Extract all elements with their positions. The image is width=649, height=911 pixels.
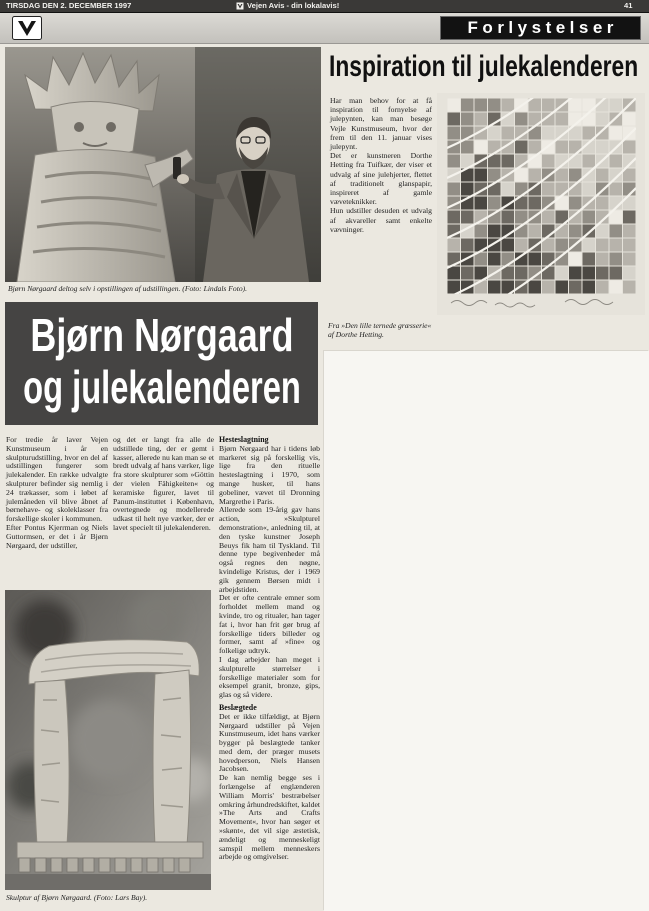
base-block xyxy=(179,858,190,872)
paper-logo-box xyxy=(13,17,42,40)
weave-cell xyxy=(596,281,609,294)
weave-cell xyxy=(502,99,515,112)
weave-cell xyxy=(542,281,555,294)
weave-cell xyxy=(583,155,596,168)
weave-cell xyxy=(556,281,569,294)
base-block xyxy=(51,858,62,872)
base-block xyxy=(99,858,110,872)
weave-cell xyxy=(448,99,461,112)
weave-cell xyxy=(542,211,555,224)
inspiration-paragraph: Det er kunstneren Dorthe Hetting fra Tuifkær, der viser et udvalg af sine julehjerter, flettet af traditionelt glanspapir, inspireret af gamle væveteknikker. xyxy=(330,151,432,207)
weave-cell xyxy=(623,239,636,252)
weave-cell xyxy=(569,267,582,280)
weave-cell xyxy=(529,281,542,294)
weave-cell xyxy=(448,113,461,126)
arch-base-slab xyxy=(17,842,203,858)
weave-cell xyxy=(529,141,542,154)
inspiration-paragraph: Hun udstiller desuden et udvalg af akvareller samt enkelte vævninger. xyxy=(330,206,432,234)
weave-cell xyxy=(542,155,555,168)
weave-cell xyxy=(475,113,488,126)
base-block xyxy=(35,858,46,872)
weave-cell xyxy=(515,113,528,126)
weave-cell xyxy=(488,253,501,266)
weave-cell xyxy=(515,169,528,182)
weave-cell xyxy=(596,239,609,252)
article-paragraph: De kan nemlig begge ses i forlængelse af englænderen William Morris' bestræbelser omkring århundredskiftet, kaldet »The Arts and Crafts Movement«, hvor han søger et »skønt«, det vil sige æstetisk, ændeligt og menneskeligt samspil mellem menneskers arbejde og omgivelser. xyxy=(219,773,320,862)
weave-cell xyxy=(610,183,623,196)
masthead-logo-icon xyxy=(236,2,244,10)
weave-cell xyxy=(515,267,528,280)
weave-cell xyxy=(448,155,461,168)
weave-cell xyxy=(569,197,582,210)
weave-cell xyxy=(583,169,596,182)
article-paragraph: Det er ofte centrale emner som forholdet mellem mand og kvinde, tro og ritualer, han tager fat i, hvor han frit gør brug af forskellige tiders billeder og former, samt af »fine« og folkelige udtryk. xyxy=(219,593,320,656)
weave-cell xyxy=(461,113,474,126)
arch-base-blocks xyxy=(19,858,190,872)
base-block xyxy=(131,858,142,872)
inspiration-body xyxy=(330,96,432,234)
weave-cell xyxy=(610,225,623,238)
weave-cell xyxy=(448,267,461,280)
section-label-box xyxy=(440,16,641,40)
weave-cell xyxy=(488,197,501,210)
weave-cell xyxy=(596,267,609,280)
overlapping-blank-sheet xyxy=(324,351,649,911)
weave-cell xyxy=(529,197,542,210)
weave-cell xyxy=(623,281,636,294)
weave-cell xyxy=(448,239,461,252)
foliage-blob xyxy=(131,594,183,646)
weave-cell xyxy=(542,99,555,112)
base-block xyxy=(163,858,174,872)
paper-logo-icon xyxy=(12,16,42,40)
weave-cell xyxy=(515,141,528,154)
article-paragraph: Det er ikke tilfældigt, at Bjørn Nørgaard udstiller på Vejen Kunstmuseum, idet hans værker bygger på beslægtede tanker med dem, der præger musets hovedperson, Niels Hansen Jacobsen. xyxy=(219,711,320,774)
inspiration-headline: Inspiration til julekalenderen xyxy=(329,50,639,83)
weave-cell xyxy=(502,183,515,196)
weave-cell xyxy=(475,99,488,112)
weave-cell xyxy=(502,211,515,224)
photo-bottom-caption: Skulptur af Bjørn Nørgaard. (Foto: Lars Bay). xyxy=(6,893,148,902)
weave-cell xyxy=(583,253,596,266)
weave-cell xyxy=(461,267,474,280)
weave-cell xyxy=(556,113,569,126)
weave-cell xyxy=(502,239,515,252)
masthead-page-number: 41 xyxy=(624,1,633,10)
main-headline-line-1: Bjørn Nørgaard xyxy=(29,309,294,361)
sculpture-head xyxy=(51,101,139,157)
weave-cell xyxy=(623,267,636,280)
weave-cell xyxy=(556,141,569,154)
weave-cell xyxy=(448,183,461,196)
weave-cell xyxy=(488,281,501,294)
article-column-1 xyxy=(6,436,108,550)
weave-cell xyxy=(461,99,474,112)
weave-cell xyxy=(502,155,515,168)
weave-cell xyxy=(583,281,596,294)
weave-cell xyxy=(596,225,609,238)
main-headline-box xyxy=(5,302,318,425)
main-headline-line-2: og julekalenderen xyxy=(22,361,301,413)
inspiration-paragraph: Har man behov for at få inspiration til fornyelse af julepynten, kan man besøge Vejle Kunstmuseum, hvor der frem til den 11. januar vises julepynt. xyxy=(330,96,432,152)
base-block xyxy=(115,858,126,872)
weave-cell xyxy=(475,141,488,154)
weave-cell xyxy=(596,113,609,126)
weave-cell xyxy=(583,113,596,126)
article-paragraph: Efter Pontus Kjerrman og Niels Guttormsen, er det i år Bjørn Nørgaard, der udstiller, xyxy=(6,522,108,550)
weave-cell xyxy=(488,127,501,140)
weave-cell xyxy=(610,267,623,280)
ground-shadow xyxy=(5,874,211,890)
base-block xyxy=(147,858,158,872)
weave-cell xyxy=(583,239,596,252)
weave-cell xyxy=(542,183,555,196)
masthead-date: TIRSDAG DEN 2. DECEMBER 1997 xyxy=(6,1,132,10)
weave-cell xyxy=(569,253,582,266)
article-paragraph: For tredie år laver Vejen Kunstmuseum i år en skulpturudstilling, hvor en del af udstillingen fungerer som julekalender. En række udvalgte skulpturer befinder sig nemlig i 24 trækasser, som i løbet af julemåneden vil blive åbnet af børnehave- og skoleklasser fra forskellige skoler i kommunen. xyxy=(6,435,108,524)
photo-arch-sculpture xyxy=(5,590,211,890)
weave-cell xyxy=(569,281,582,294)
arch-left-column xyxy=(34,680,69,846)
woven-paper-artwork xyxy=(437,93,645,315)
weave-cell xyxy=(448,211,461,224)
article-paragraph: Allerede som 19-årig gav hans action, »Skulpturel demonstration«, anledning til, at den tyske kunstner Joseph Beuys fik ham til Tyskland. Til denne type begivenheder må også regnes den nøgne, kvindelige Kristus, der i 1969 gik gennem Børsen midt i arbejdstiden. xyxy=(219,505,320,594)
arch-right-column xyxy=(153,670,191,846)
weave-cell xyxy=(556,267,569,280)
weave-cell xyxy=(583,211,596,224)
weave-cell xyxy=(515,239,528,252)
base-block xyxy=(19,858,30,872)
article-paragraph: Bjørn Nørgaard har i tidens løb markeret sig på forskellig vis, lige fra den rituelle hesteslagtning i 1970, som mange husker, til hans gobeliner, vævet til Dronning Margrethe i Paris. xyxy=(219,443,320,506)
weave-cell xyxy=(610,127,623,140)
weave-cell xyxy=(583,183,596,196)
weave-cell xyxy=(623,211,636,224)
article-column-2 xyxy=(113,436,214,533)
weave-cell xyxy=(623,225,636,238)
weave-cell xyxy=(502,127,515,140)
weave-cell xyxy=(461,183,474,196)
sculpture-eye xyxy=(106,122,116,132)
weave-cell xyxy=(596,253,609,266)
photo-sculpture-and-artist xyxy=(5,47,321,282)
weave-cell xyxy=(596,127,609,140)
masthead-paper-name: Vejen Avis - din lokalavis! xyxy=(247,1,340,10)
weave-cell xyxy=(596,197,609,210)
weave-cell xyxy=(556,183,569,196)
weave-cell xyxy=(610,253,623,266)
weave-cell xyxy=(569,225,582,238)
base-block xyxy=(83,858,94,872)
weave-cell xyxy=(475,225,488,238)
weave-cell xyxy=(623,253,636,266)
weave-cell xyxy=(448,127,461,140)
weave-cell xyxy=(529,253,542,266)
weave-cell xyxy=(529,225,542,238)
weave-cell xyxy=(623,113,636,126)
weave-cell xyxy=(596,141,609,154)
weave-image-caption: Fra »Den lille ternede græsserie« af Dorthe Hetting. xyxy=(328,321,432,339)
weave-cell xyxy=(623,141,636,154)
weave-cell xyxy=(610,239,623,252)
article-subhead: Beslægtede xyxy=(219,702,257,712)
weave-cell xyxy=(596,169,609,182)
artist-hand xyxy=(177,174,189,184)
article-paragraph: og det er langt fra alle de udstillede ting, der er gemt i kasser, allerede nu kan man se et bredt udvalg af hans værker, lige fra store skulpturer som »Göttin der vielen Fähigkeiten« og keramiske figurer, lavet til Panum-instituttet i København, overtegnede og modellerede udkast til helt nye værker, der er lavet specielt til julekalenderen. xyxy=(113,435,214,532)
weave-cell xyxy=(610,155,623,168)
weave-cell xyxy=(569,155,582,168)
weave-cell xyxy=(461,239,474,252)
weave-cell xyxy=(569,99,582,112)
masthead-bar xyxy=(0,0,649,12)
weave-cell xyxy=(475,169,488,182)
sculpture-eye xyxy=(74,122,84,132)
weave-cell xyxy=(529,169,542,182)
weave-cell xyxy=(542,127,555,140)
weave-cell xyxy=(461,141,474,154)
photo-top-caption: Bjørn Nørgaard deltog selv i opstillingen af udstillingen. (Foto: Lindals Foto). xyxy=(8,284,248,293)
section-title: Forlystelser xyxy=(467,18,618,37)
weave-cell xyxy=(488,99,501,112)
weave-cell xyxy=(475,197,488,210)
weave-cell xyxy=(556,239,569,252)
article-column-3 xyxy=(219,436,320,904)
article-subhead: Hesteslagtning xyxy=(219,436,269,444)
article-paragraph: I dag arbejder han meget i skulpturelle størrelser i forskellige materialer som for eksempel granit, bronze, gips, glas og så videre. xyxy=(219,654,320,700)
weave-cell xyxy=(583,267,596,280)
weave-cell xyxy=(610,281,623,294)
foliage-blob xyxy=(69,700,149,780)
weave-cell xyxy=(461,211,474,224)
weave-cell xyxy=(610,99,623,112)
weave-cell xyxy=(448,281,461,294)
weave-cell xyxy=(488,225,501,238)
base-block xyxy=(67,858,78,872)
